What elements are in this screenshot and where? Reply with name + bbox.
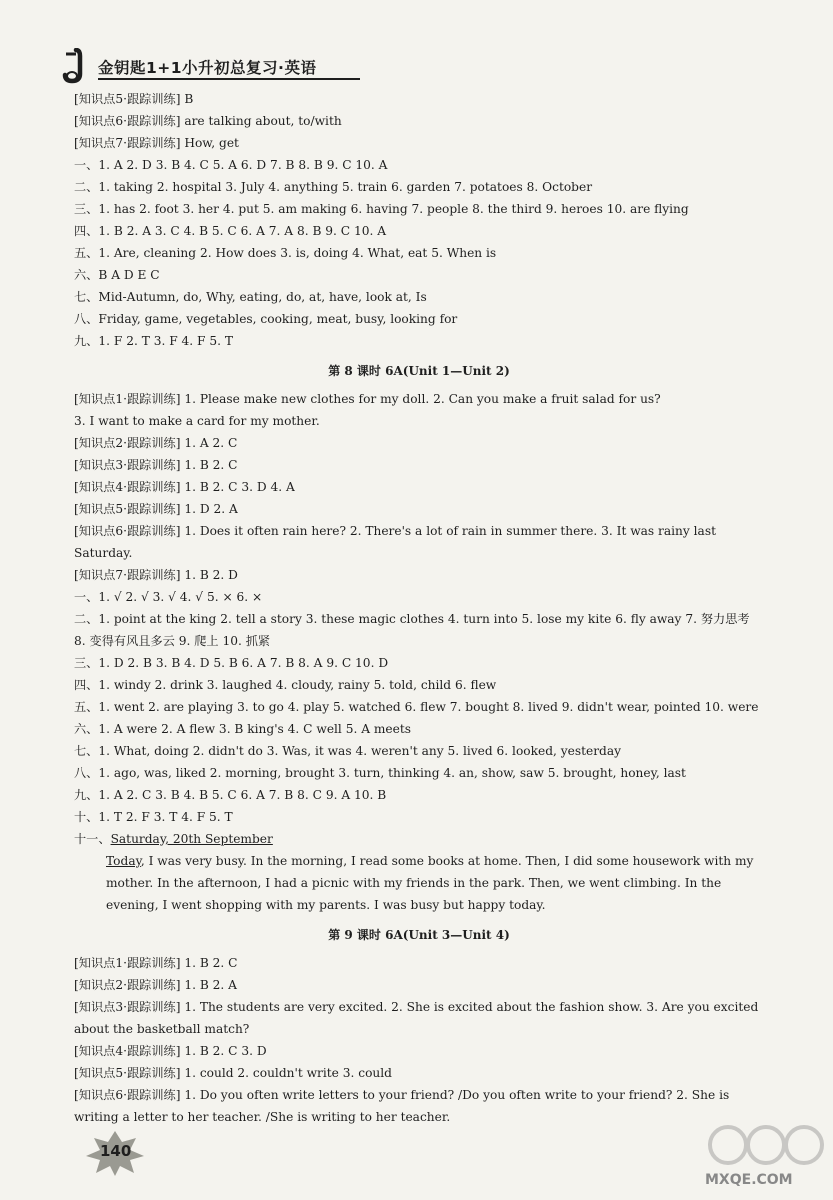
answer-line: 3. I want to make a card for my mother. bbox=[74, 414, 320, 428]
lesson-9-title: 第 9 课时 6A(Unit 3—Unit 4) bbox=[328, 928, 510, 942]
answers-section-7 bbox=[74, 88, 764, 352]
answer-line: [知识点4·跟踪训练] 1. B 2. C 3. D bbox=[74, 1044, 267, 1058]
answer-line: 四、1. windy 2. drink 3. laughed 4. cloudy, rainy 5. told, child 6. flew bbox=[74, 678, 497, 692]
answer-line: 五、1. went 2. are playing 3. to go 4. play 5. watched 6. flew 7. bought 8. lived 9. didn't wear, pointed 10. were bbox=[74, 700, 759, 714]
answer-line: [知识点6·跟踪训练] 1. Does it often rain here? 2. There's a lot of rain in summer there. 3. It was rainy last Saturday. bbox=[74, 524, 716, 560]
page-number-badge bbox=[80, 1128, 150, 1178]
key-logo-icon bbox=[62, 48, 102, 84]
writing-passage bbox=[74, 850, 764, 916]
writing-date: Saturday, 20th September bbox=[110, 832, 273, 846]
answer-content bbox=[74, 88, 764, 1128]
answer-line: [知识点7·跟踪训练] 1. B 2. D bbox=[74, 568, 238, 582]
answer-line: 六、1. A were 2. A flew 3. B king's 4. C well 5. A meets bbox=[74, 722, 412, 736]
answer-line: 十、1. T 2. F 3. T 4. F 5. T bbox=[74, 810, 233, 824]
answer-line: [知识点2·跟踪训练] 1. A 2. C bbox=[74, 436, 238, 450]
writing-prefix: 十一、 bbox=[74, 832, 111, 846]
answer-line: [知识点7·跟踪训练] How, get bbox=[74, 136, 239, 150]
answer-line: 九、1. F 2. T 3. F 4. F 5. T bbox=[74, 334, 234, 348]
answer-line: [知识点6·跟踪训练] 1. Do you often write letters to your friend? /Do you often write to your friend? 2. She is writing a letter to her teacher. /She is writing to her teacher. bbox=[74, 1088, 730, 1124]
answer-line: [知识点6·跟踪训练] are talking about, to/with bbox=[74, 114, 342, 128]
writing-heading bbox=[74, 828, 764, 850]
answer-line: 二、1. point at the king 2. tell a story 3. these magic clothes 4. turn into 5. lose my kite 6. fly away 7. 努力思考 bbox=[74, 612, 750, 626]
answer-line: [知识点1·跟踪训练] 1. B 2. C bbox=[74, 956, 238, 970]
answer-line: 七、Mid-Autumn, do, Why, eating, do, at, have, look at, Is bbox=[74, 290, 427, 304]
answer-line: [知识点3·跟踪训练] 1. B 2. C bbox=[74, 458, 238, 472]
writing-first-word: Today bbox=[106, 854, 141, 868]
answer-line: 一、1. A 2. D 3. B 4. C 5. A 6. D 7. B 8. B 9. C 10. A bbox=[74, 158, 388, 172]
answer-line: [知识点5·跟踪训练] 1. could 2. couldn't write 3. could bbox=[74, 1066, 392, 1080]
watermark-text: MXQE.COM bbox=[705, 1172, 793, 1188]
answer-line: [知识点1·跟踪训练] 1. Please make new clothes for my doll. 2. Can you make a fruit salad for us? bbox=[74, 392, 661, 406]
header-underline bbox=[98, 78, 360, 80]
answer-line: 四、1. B 2. A 3. C 4. B 5. C 6. A 7. A 8. B 9. C 10. A bbox=[74, 224, 387, 238]
answer-line: 八、Friday, game, vegetables, cooking, meat, busy, looking for bbox=[74, 312, 458, 326]
answer-line: [知识点4·跟踪训练] 1. B 2. C 3. D 4. A bbox=[74, 480, 295, 494]
book-title: 金钥匙1+1小升初总复习·英语 bbox=[98, 59, 317, 77]
answer-line: 八、1. ago, was, liked 2. morning, brought 3. turn, thinking 4. an, show, saw 5. brought, honey, last bbox=[74, 766, 686, 780]
answer-line: [知识点5·跟踪训练] B bbox=[74, 92, 194, 106]
answer-line: [知识点5·跟踪训练] 1. D 2. A bbox=[74, 502, 238, 516]
answer-line: 七、1. What, doing 2. didn't do 3. Was, it was 4. weren't any 5. lived 6. looked, yesterday bbox=[74, 744, 622, 758]
answer-line: 三、1. D 2. B 3. B 4. D 5. B 6. A 7. B 8. A 9. C 10. D bbox=[74, 656, 389, 670]
answer-line: 五、1. Are, cleaning 2. How does 3. is, doing 4. What, eat 5. When is bbox=[74, 246, 497, 260]
writing-body: , I was very busy. In the morning, I read some books at home. Then, I did some housework with my mother. In the afternoon, I had a picnic with my friends in the park. Then, we went climbing. In the evening, I went shopping with my parents. I was busy but happy today. bbox=[106, 854, 754, 912]
lesson-8-title: 第 8 课时 6A(Unit 1—Unit 2) bbox=[328, 364, 510, 378]
answer-line: 二、1. taking 2. hospital 3. July 4. anything 5. train 6. garden 7. potatoes 8. October bbox=[74, 180, 593, 194]
page-number: 140 bbox=[100, 1142, 132, 1160]
answer-line: [知识点3·跟踪训练] 1. The students are very excited. 2. She is excited about the fashion show. 3. Are you excited about the basketball match? bbox=[74, 1000, 759, 1036]
answer-line: 六、B A D E C bbox=[74, 268, 160, 282]
answer-line: 8. 变得有风且多云 9. 爬上 10. 抓紧 bbox=[74, 634, 271, 648]
answers-section-9 bbox=[74, 952, 764, 1128]
answer-line: [知识点2·跟踪训练] 1. B 2. A bbox=[74, 978, 237, 992]
page-header bbox=[62, 46, 362, 86]
answer-line: 三、1. has 2. foot 3. her 4. put 5. am making 6. having 7. people 8. the third 9. heroes 10. are flying bbox=[74, 202, 689, 216]
answer-line: 九、1. A 2. C 3. B 4. B 5. C 6. A 7. B 8. C 9. A 10. B bbox=[74, 788, 387, 802]
answer-line: 一、1. √ 2. √ 3. √ 4. √ 5. × 6. × bbox=[74, 590, 263, 604]
answers-section-8 bbox=[74, 388, 764, 828]
